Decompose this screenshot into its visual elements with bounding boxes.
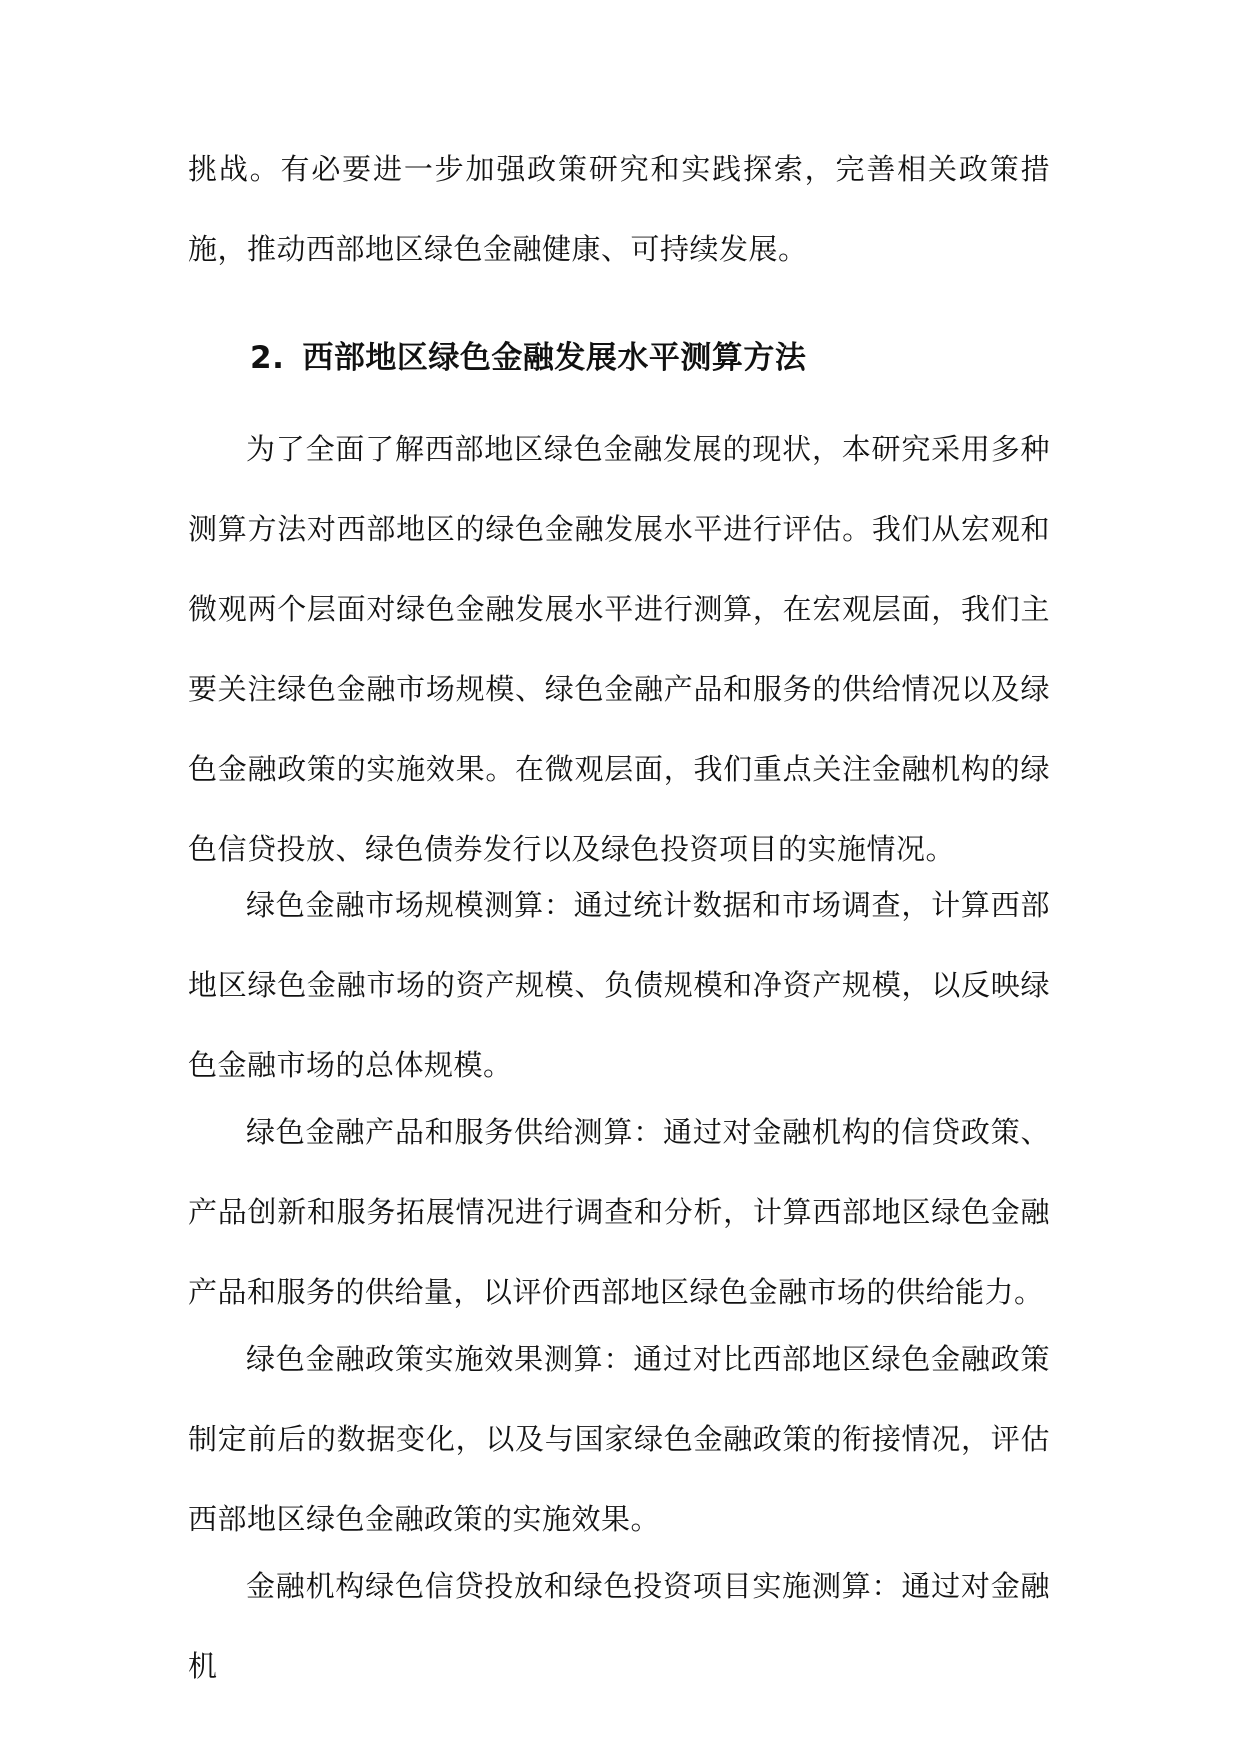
- paragraph-product-supply: 绿色金融产品和服务供给测算：通过对金融机构的信贷政策、产品创新和服务拓展情况进行调查和分析，计算西部地区绿色金融产品和服务的供给量，以评价西部地区绿色金融市场的供给能力。: [188, 1115, 1050, 1309]
- paragraph-continuation: 挑战。有必要进一步加强政策研究和实践探索，完善相关政策措施，推动西部地区绿色金融健康、可持续发展。: [188, 152, 1050, 266]
- section-number: 2.: [250, 340, 285, 376]
- section-title: 西部地区绿色金融发展水平测算方法: [302, 340, 807, 376]
- paragraph-policy-effect: 绿色金融政策实施效果测算：通过对比西部地区绿色金融政策制定前后的数据变化，以及与国家绿色金融政策的衔接情况，评估西部地区绿色金融政策的实施效果。: [188, 1342, 1050, 1536]
- section-heading: [250, 318, 806, 398]
- paragraph-intro: 为了全面了解西部地区绿色金融发展的现状，本研究采用多种测算方法对西部地区的绿色金融发展水平进行评估。我们从宏观和微观两个层面对绿色金融发展水平进行测算，在宏观层面，我们主要关注绿色金融市场规模、绿色金融产品和服务的供给情况以及绿色金融政策的实施效果。在微观层面，我们重点关注金融机构的绿色信贷投放、绿色债券发行以及绿色投资项目的实施情况。: [188, 432, 1050, 866]
- paragraph-market-scale: 绿色金融市场规模测算：通过统计数据和市场调查，计算西部地区绿色金融市场的资产规模、负债规模和净资产规模，以反映绿色金融市场的总体规模。: [188, 888, 1050, 1082]
- paragraph-institution-credit: 金融机构绿色信贷投放和绿色投资项目实施测算：通过对金融机: [188, 1569, 1050, 1683]
